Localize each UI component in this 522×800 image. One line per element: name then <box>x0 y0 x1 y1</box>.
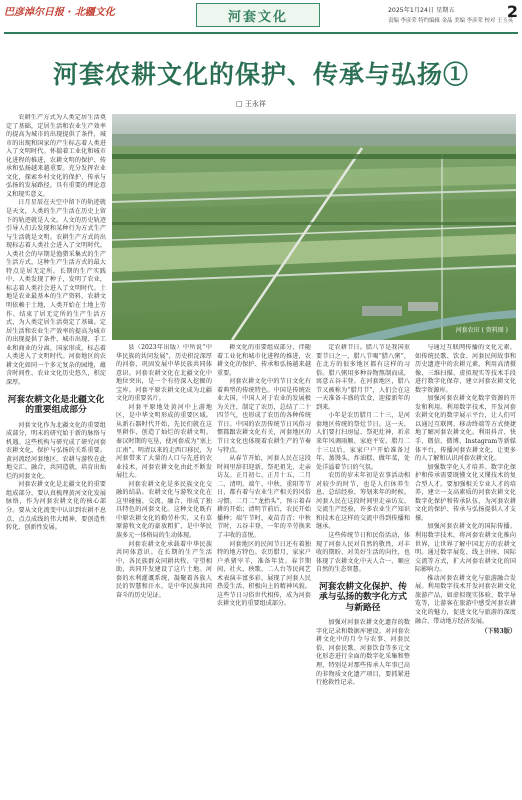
paragraph: 加强对河套农耕文化遗存的数字化记录和数据库建设。对河套农耕文化中的月令与农事、河套民俗、河套民歌、河套饮食等多元文化形态进行全面的数字化采集和整理，特别是对那些传承人年事已高的非物质文化遗产项目，要抓紧进行抢救性记录。 <box>316 619 410 687</box>
paragraph: 与通过互联网传播的文化元素，如传统民歌、饮食、河套民间故事和历史遗迹中的农耕元素，利用高清摄像、三维扫描、虚拟现实等技术手段进行数字化保存，建立河套农耕文化数字资源库。 <box>415 344 516 394</box>
paragraph: 河套农耕文化中的节日文化有着典型的传统特色。中国是传统农业大国，中国人对于农业的发展极为关注，制定了农历，总结了二十四节气，也形成了农历的各种传统节日。中国的农历传统节日风俗习惯都跟农耕文化有关，河套地区的节日文化也体现着农耕生产的节奏与特点。 <box>217 378 311 454</box>
article-column-3 <box>217 344 311 797</box>
paragraph: 日月星辰在天空中留下的轨迹就是天文，人类的生产生活在历史上留下的轨迹就是人文。人文的历史轨迹引导人们去发现和某种行为方式生产与生活就是文明。农耕生产方式的出现标志着人类社会进入了文明时代。人类社会的早期是渔猎采集式的生产生活方式，这种生产生活方式的最大特点是居无定所。长期的生产实践中，人类发现了种子，发明了农业，标志着人类社会进入了文明时代。土地是农业最基本的生产资料，农耕文明依赖于土地，人类开始在土地上劳作、结束了居无定所的生产生活方式，为人类定居生活奠定了基础。定居生活和农业生产效率的提高为城市的出现提供了条件，城市出现、手工业和商业的分离，国家形成，标志着人类进入了文明时代。河套地区的农耕文化如同一个多元复杂的园地，蕴含时间性、农业文化历史悠久，积淀深厚。 <box>6 199 106 386</box>
newspaper-logo: 巴彦淖尔日报 · 北疆文化 <box>4 7 115 18</box>
masthead <box>0 0 522 40</box>
paragraph: 河套农耕文化是多民族文化交融的结晶。农耕文化与游牧文化在这里碰撞、交流、融合，形成了独具特色的河套文化。这种文化既有中原农耕文化的勤劳朴实，又有草原游牧文化的豪放粗犷，是中华民族多元一体格局的生动体现。 <box>116 480 212 540</box>
paragraph: 定农耕节日。腊八节是我国重要节日之一，腊八节喝“腊八粥”，在北方的很多地区都有这样的习俗。腊八粥用多种谷物熬制而成，寓意五谷丰登。在河套地区，腊八节又被称为“腊月节”，人们会在这一天准备丰盛的饮食，迎接新年的到来。 <box>316 344 410 411</box>
issue-date: 2025年1月24日 星期五 <box>388 7 455 14</box>
paragraph: 河套地区的民间节日还有着独特的地方特色。农历腊月，家家户户杀猪宰羊，准备年货。春节期间，社火、秧歌、二人台等民间艺术表演丰富多彩，展现了河套人民热爱生活、积极向上的精神风貌。这些节日习俗世代相传，成为河套农耕文化的重要组成部分。 <box>217 540 311 608</box>
section-banner <box>196 3 320 27</box>
paragraph: 小年是农历腊月二十三，是河套地区传统的祭灶节日。这一天，人们要打扫房屋、祭祀灶神，祈求来年风调雨顺、家庭平安。腊月二十三以后，家家户户开始准备过年，蒸馒头、炸油糕、做年菜，处处洋溢着节日的气氛。 <box>316 412 410 471</box>
article-column-5 <box>415 344 516 797</box>
photo-credit: 河套农田 ( 资料图 ) <box>455 327 508 334</box>
article-column-2 <box>116 344 212 797</box>
paragraph: 耕文化的重要组成部分，伴随着工业化和城市化进程的推进，农耕文化的保护、传承和弘扬越来越重要。 <box>217 344 311 377</box>
continued-notice[interactable]: （下转3版） <box>481 628 516 636</box>
article-byline: □ 王永祥 <box>236 100 266 108</box>
paragraph: 这些传统节日和民俗活动，体现了河套人民对自然的敬畏、对丰收的期盼、对美好生活的向往，也体现了农耕文化中天人合一、顺应自然的生态智慧。 <box>316 532 410 574</box>
paragraph: 河套文化作为北疆文化的重要组成部分，明末的研究始于新的脉络与机遇。这些机构与研究成了研究河套农耕文化、保护与弘扬的关系重要。黄河流经河套地区，农耕与游牧在此地交汇、融合，共同造就、培育出灿烂的河套文化。 <box>6 421 106 480</box>
farmland-aerial-image <box>112 114 516 340</box>
paragraph: 河套农耕文化承载着中华民族共同体意识。在长期的生产生活中，各民族群众同耕共牧、守望相助，共同开发建设了这片土地。河套的水利灌溉系统，凝聚着各族人民的智慧和汗水，是中华民族共同奋斗的历史见证。 <box>116 540 212 599</box>
section-subheading-1: 河套农耕文化是北疆文化的重要组成部分 <box>7 394 105 415</box>
paragraph: 县（2023年出版）中所说“中华民族的共同发展”，历史积淀深厚的河套，巩固发展中华民族共同体意识。河套农耕文化在北疆文化中地位突出，是一个有待深入挖掘的宝库。河套平原农耕文化成为北疆文化的重要名片。 <box>116 344 212 403</box>
article-column-1 <box>6 114 106 797</box>
article-title: 河套农耕文化的保护、传承与弘扬① <box>52 60 469 89</box>
paragraph: 河套平原地处黄河中上游地区，是中华文明形成的重要区域。从新石器时代开始，先民们就在这里耕作，创造了灿烂的农耕文明。秦汉时期的屯垦，使河套成为“塞上江南”。明清以来的走西口移民，为河套带来了大量的人口与先进的农业技术，河套农耕文化由此不断发展壮大。 <box>116 403 212 480</box>
farmland-photo <box>112 114 516 340</box>
paragraph: 加强河套农耕文化数字资源的开发和利用。利用数字技术，开发河套农耕文化的数字展示平台，让人们可以通过互联网、移动终端等方式便捷地了解河套农耕文化。利用抖音、快手、微信、微博、Instagram等新媒体平台，传播河套农耕文化，让更多的人了解和认识河套农耕文化。 <box>415 395 516 463</box>
paragraph: 河套农耕文化是北疆文化的重要组成部分，要认真梳理黄河文化发展脉络，作为河套农耕文化的核心部分。要从文化流变中认识到农耕不息点、点点成线的伟大精神，要创造性转化、创新性发展。 <box>6 481 106 532</box>
section-title: 河套文化 <box>227 9 288 25</box>
paragraph: 从春节开始，河套人民在这段时间里辞旧迎新、祭祀祖先、走亲访友。正月初七、正月十五、二月二、清明、端午、中秋、重阳等节日，都有着与农业生产相关的风俗习惯。二月二“龙抬头”，预示着春耕的开始；清明节前后，农民开始播种；端午节时，麦苗青青；中秋节时，五谷丰登，一年的辛劳换来了丰收的喜悦。 <box>217 455 311 540</box>
paragraph: 农耕生产方式为人类定居生活奠定了基础，定居生活和农业生产效率的提高为城市的出现提供了条件，城市的出现和国家的产生标志着人类进入了文明时代。怀揣着工业化和城市化进程的推进，农耕文明的保护、传承和弘扬越来越重要。充分发挥农业文化，探索乡村文化的保护、传承与弘扬的发展路径，具有重要的理论意义和现实意义。 <box>6 114 106 198</box>
paragraph: 加强数字化人才培养。数字化保护和传承需要既懂文化又懂技术的复合型人才。要加强相关专业人才的培养，建立一支高素质的河套农耕文化数字化保护和传承队伍，为河套农耕文化的保护、传承与弘扬提供人才支撑。 <box>415 463 516 522</box>
masthead-divider <box>4 32 518 34</box>
paragraph: 农历的岁末年初是农事活动相对较少的时节，也是人们休养生息、总结经验、筹划来年的时候。河套人民在这段时间里走亲访友、交流生产经验，许多农业生产知识和技术在这样的交流中得到传播和继承。 <box>316 472 410 531</box>
page-number: 2 <box>506 2 518 21</box>
article-column-4 <box>316 344 410 797</box>
section-subheading-2: 河套农耕文化保护、传承与弘扬的数字化方式与新路径 <box>319 581 407 613</box>
editors-line: 责编 李彦荣 特约编辑 金晶 美编 李彦荣 校对 王玉英 <box>388 18 514 24</box>
paragraph: 推动河套农耕文化与旅游融合发展。利用数字技术开发河套农耕文化旅游产品，如虚拟现实体验、数字导览等，让游客在旅游中感受河套农耕文化的魅力，促进文化与旅游的深度融合，带动地方经济发展。 <box>415 574 516 625</box>
paragraph: 加强河套农耕文化的国际传播。利用数字技术，将河套农耕文化推向世界，让世界了解中国北方的农耕文明。通过数字展览、线上讲座、国际交流等方式，扩大河套农耕文化的国际影响力。 <box>415 523 516 574</box>
